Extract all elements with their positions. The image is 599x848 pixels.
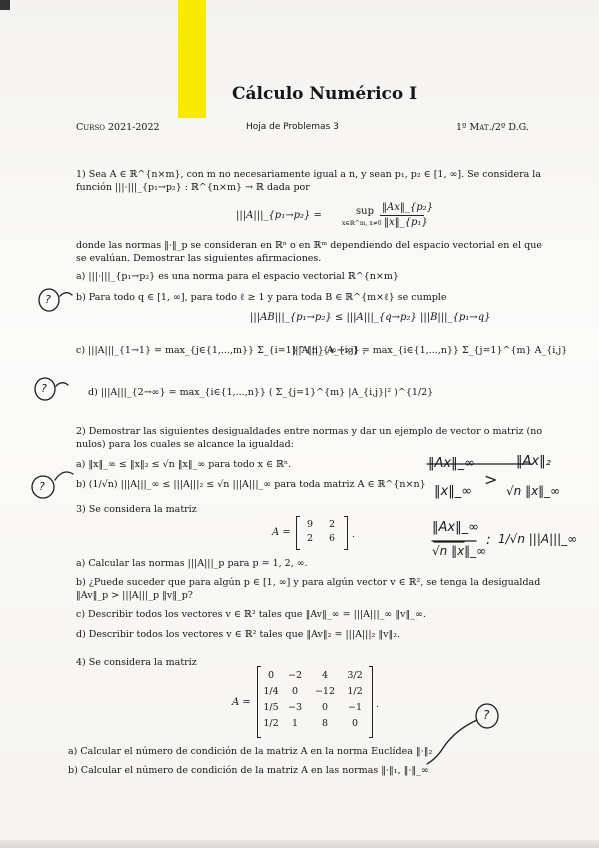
p1-item-b: b) Para todo q ∈ [1, ∞], para todo ℓ ≥ 1 y para toda B ∈ ℝ^{m×ℓ} se cumple bbox=[76, 292, 447, 303]
p3-item-b-line1: b) ¿Puede suceder que para algún p ∈ [1, ∞] y para algún vector v ∈ ℝ², se tenga la desigualdad bbox=[76, 577, 541, 588]
document-title: Cálculo Numérico I bbox=[232, 84, 418, 104]
matrix-cell: 0 bbox=[351, 718, 359, 729]
sheet-title: Hoja de Problemas 3 bbox=[246, 122, 339, 132]
matrix-cell: 1 bbox=[291, 718, 299, 729]
p1-item-a: a) |||·|||_{p₁→p₂} es una norma para el espacio vectorial ℝ^{n×m} bbox=[76, 271, 399, 282]
p1-intro-line2: función |||·|||_{p₁→p₂} : ℝ^{n×m} → ℝ dada por bbox=[76, 182, 310, 193]
tick-stroke bbox=[55, 472, 73, 480]
p1-item-d: d) |||A|||_{2→∞} = max_{i∈{1,...,n}} ( Σ_{j=1}^{m} |A_{i,j}|² )^{1/2} bbox=[88, 387, 434, 398]
p2-item-b: b) (1/√n) |||A|||_∞ ≤ |||A|||₂ ≤ √n |||A|||_∞ para toda matriz A ∈ ℝ^{n×n} bbox=[76, 479, 426, 490]
matrix-cell: −2 bbox=[287, 670, 302, 681]
matrix-cell: 2 bbox=[328, 519, 336, 530]
matrix-cell: 1/4 bbox=[263, 686, 279, 697]
note2-numerator: ‖Ax‖_∞ bbox=[432, 520, 479, 535]
p1-def-lhs: |||A|||_{p₁→p₂} = bbox=[236, 210, 322, 221]
scan-bottom-edge bbox=[0, 840, 599, 848]
p4-matrix-lhs: A = bbox=[232, 697, 251, 708]
tick-stroke bbox=[56, 383, 68, 386]
course-year: Curso 2021-2022 bbox=[76, 122, 160, 133]
matrix-cell: 0 bbox=[267, 670, 275, 681]
p1-text-line1: donde las normas ‖·‖_p se consideran en ℝⁿ o en ℝᵐ dependiendo del espacio vectorial en el que bbox=[76, 240, 542, 251]
p4-item-a: a) Calcular el número de condición de la matriz A en la norma Euclídea ‖·‖₂ bbox=[68, 746, 433, 757]
note2-rhs: 1/√n |||A|||_∞ bbox=[498, 532, 578, 546]
p2-intro-line1: 2) Demostrar las siguientes desigualdades entre normas y dar un ejemplo de vector o matriz (no bbox=[76, 426, 543, 437]
tick-stroke bbox=[60, 293, 72, 296]
note1-right-denominator: √n ‖x‖_∞ bbox=[506, 484, 561, 498]
note1-denominator: ‖x‖_∞ bbox=[434, 484, 473, 499]
p1-item-b-formula: |||AB|||_{p₁→p₂} ≤ |||A|||_{q→p₂} |||B|||_{p₁→q} bbox=[250, 312, 491, 323]
matrix-cell: 3/2 bbox=[347, 670, 363, 681]
matrix-cell: 1/2 bbox=[263, 718, 279, 729]
matrix-cell: 4 bbox=[321, 670, 329, 681]
note2-relation: : bbox=[486, 532, 491, 548]
matrix-cell: 0 bbox=[321, 702, 329, 713]
matrix-cell: −12 bbox=[314, 686, 336, 697]
p3-intro: 3) Se considera la matriz bbox=[76, 504, 197, 515]
p1-intro-line1: 1) Sea A ∈ ℝ^{n×m}, con m no necesariamente igual a n, y sean p₁, p₂ ∈ [1, ∞]. Se considera la bbox=[76, 169, 542, 180]
question-mark-p1b: ? bbox=[45, 293, 51, 306]
p4-matrix-period: . bbox=[376, 699, 380, 710]
matrix-cell: 8 bbox=[321, 718, 329, 729]
p1-def-denominator: ‖x‖_{p₁} bbox=[384, 217, 428, 228]
p1-item-c-right: |||A|||_{∞→∞} = max_{i∈{1,...,n}} Σ_{j=1}^{m} A_{i,j} bbox=[292, 345, 568, 356]
p3-item-d: d) Describir todos los vectores v ∈ ℝ² tales que ‖Av‖₂ = |||A|||₂ ‖v‖₂. bbox=[76, 629, 401, 640]
matrix-cell: 2 bbox=[306, 533, 314, 544]
group-label: 1º Mat./2º D.G. bbox=[456, 122, 529, 133]
note1-right-numerator: ‖Ax‖₂ bbox=[516, 454, 551, 469]
p2-intro-line2: nulos) para los cuales se alcance la igualdad: bbox=[76, 439, 294, 450]
matrix-cell: 0 bbox=[291, 686, 299, 697]
matrix-cell: 9 bbox=[306, 519, 314, 530]
matrix-cell: −3 bbox=[287, 702, 302, 713]
p3-item-b-line2: ‖Av‖_p > |||A|||_p ‖v‖_p? bbox=[76, 590, 193, 601]
p1-def-numerator: ‖Ax‖_{p₂} bbox=[382, 202, 433, 213]
arrow-stroke bbox=[427, 720, 477, 764]
p2-item-a: a) ‖x‖_∞ ≤ ‖x‖₂ ≤ √n ‖x‖_∞ para todo x ∈ ℝⁿ. bbox=[76, 459, 292, 470]
question-mark-p1d: ? bbox=[41, 382, 47, 395]
p4-item-b: b) Calcular el número de condición de la matriz A en las normas ‖·‖₁, ‖·‖_∞ bbox=[68, 765, 429, 776]
note1-relation: > bbox=[484, 470, 498, 489]
p3-matrix-lhs: A = bbox=[272, 527, 291, 538]
question-mark-p4: ? bbox=[483, 708, 490, 722]
matrix-cell: 6 bbox=[328, 533, 336, 544]
note2-denominator: √n ‖x‖_∞ bbox=[432, 544, 487, 558]
p3-item-c: c) Describir todos los vectores v ∈ ℝ² tales que ‖Av‖_∞ = |||A|||_∞ ‖v‖_∞. bbox=[76, 609, 426, 620]
p3-matrix-period: . bbox=[352, 529, 356, 540]
matrix-cell: 1/2 bbox=[347, 686, 363, 697]
p3-item-a: a) Calcular las normas |||A|||_p para p = 1, 2, ∞. bbox=[76, 558, 308, 569]
note1-numerator: ‖Ax‖_∞ bbox=[428, 456, 475, 471]
p1-item-c-left: c) |||A|||_{1→1} = max_{j∈{1,...,m}} Σ_{i=1}^{n} A_{i,j} , bbox=[76, 345, 366, 356]
p1-def-sup-sub: x∈ℝ^m, x≠0 bbox=[342, 220, 382, 227]
matrix-cell: −1 bbox=[347, 702, 362, 713]
p4-intro: 4) Se considera la matriz bbox=[76, 657, 197, 668]
question-mark-p2b: ? bbox=[39, 480, 45, 493]
matrix-cell: 1/5 bbox=[263, 702, 279, 713]
p1-def-sup: sup bbox=[356, 206, 374, 217]
p1-text-line2: se evalúan. Demostrar las siguientes afirmaciones. bbox=[76, 253, 322, 264]
